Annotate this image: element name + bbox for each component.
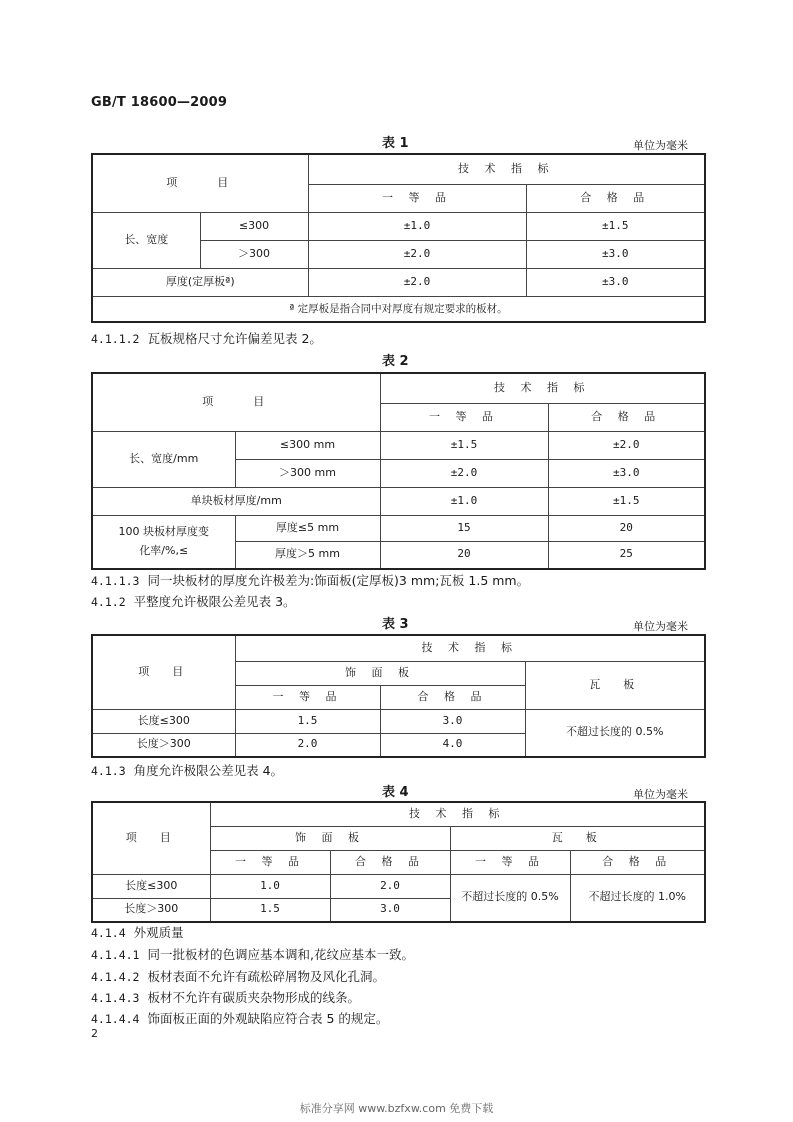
table2-row-label-single: 单块板材厚度/mm (92, 487, 380, 515)
table3-tile-value: 不超过长度的 0.5% (525, 709, 705, 757)
table2-row-label-lw: 长、宽度/mm (92, 431, 235, 487)
table4-tile-header: 瓦 板 (450, 826, 705, 850)
table3-facing-header: 饰 面 板 (235, 661, 525, 685)
table3-grade2-header: 合 格 品 (380, 685, 525, 709)
table2-grade1-header: 一 等 品 (380, 403, 548, 431)
table2-cell: ±2.0 (380, 459, 548, 487)
table-3 (91, 634, 706, 758)
table4-tile-grade2-value: 不超过长度的 1.0% (570, 874, 705, 922)
table4-item-header: 项 目 (92, 802, 210, 874)
table4-tile-grade1: 一 等 品 (450, 850, 570, 874)
table-1 (91, 153, 706, 323)
table-2 (91, 372, 706, 570)
table2-cell: 20 (548, 515, 705, 541)
table3-caption: 表 3 (382, 617, 409, 632)
table4-tile-grade2: 合 格 品 (570, 850, 705, 874)
table4-facing-header: 饰 面 板 (210, 826, 450, 850)
paragraph-414: 4.1.4 外观质量 (91, 925, 184, 940)
standard-number: GB/T 18600—2009 (91, 95, 228, 110)
table2-row-label-variation: 100 块板材厚度变 化率/%,≤ (92, 515, 235, 569)
footer-watermark: 标准分享网 www.bzfxw.com 免费下载 (299, 1102, 494, 1115)
paragraph-4113: 4.1.1.3 同一块板材的厚度允许极差为:饰面板(定厚板)3 mm;瓦板 1.5 mm。 (91, 573, 530, 588)
table2-item-header: 项 目 (92, 373, 380, 431)
table1-cell: ±2.0 (308, 240, 526, 268)
table2-caption: 表 2 (382, 354, 409, 369)
table1-unit: 单位为毫米 (633, 139, 688, 152)
table1-row-label-thickness: 厚度(定厚板ª) (92, 268, 308, 296)
table4-facing-grade1: 一 等 品 (210, 850, 330, 874)
table1-cell: ±1.5 (526, 212, 705, 240)
table4-caption: 表 4 (382, 785, 409, 800)
table2-cell: 15 (380, 515, 548, 541)
paragraph-413: 4.1.3 角度允许极限公差见表 4。 (91, 763, 284, 778)
table3-unit: 单位为毫米 (633, 620, 688, 633)
paragraph-4141: 4.1.4.1 同一批板材的色调应基本调和,花纹应基本一致。 (91, 947, 414, 962)
table3-gt300: 长度＞300 (92, 733, 235, 757)
table4-cell: 2.0 (330, 874, 450, 898)
table3-grade1-header: 一 等 品 (235, 685, 380, 709)
table1-tech-header: 技 术 指 标 (308, 154, 705, 184)
table3-cell: 1.5 (235, 709, 380, 733)
table2-cell: ±3.0 (548, 459, 705, 487)
table2-tech-header: 技 术 指 标 (380, 373, 705, 403)
table3-tile-header: 瓦 板 (525, 661, 705, 709)
table2-grade2-header: 合 格 品 (548, 403, 705, 431)
table1-cell: ±1.0 (308, 212, 526, 240)
table2-th-gt5: 厚度＞5 mm (235, 541, 380, 569)
table1-footnote: ª 定厚板是指合同中对厚度有规定要求的板材。 (92, 296, 705, 322)
table-4 (91, 801, 706, 923)
table3-tech-header: 技 术 指 标 (235, 635, 705, 661)
table4-cell: 1.5 (210, 898, 330, 922)
paragraph-4112: 4.1.1.2 瓦板规格尺寸允许偏差见表 2。 (91, 331, 322, 346)
table2-cell: 25 (548, 541, 705, 569)
table1-row-label-lw: 长、宽度 (92, 212, 200, 268)
table1-grade1-header: 一 等 品 (308, 184, 526, 212)
table1-gt300: ＞300 (200, 240, 308, 268)
paragraph-4143: 4.1.4.3 板材不允许有碳质夹杂物形成的线条。 (91, 990, 360, 1005)
table2-le300: ≤300 mm (235, 431, 380, 459)
paragraph-4142: 4.1.4.2 板材表面不允许有疏松碎屑物及风化孔洞。 (91, 969, 385, 984)
table4-cell: 1.0 (210, 874, 330, 898)
table1-cell: ±2.0 (308, 268, 526, 296)
paragraph-4144: 4.1.4.4 饰面板正面的外观缺陷应符合表 5 的规定。 (91, 1011, 389, 1026)
table1-cell: ±3.0 (526, 268, 705, 296)
table2-cell: ±1.5 (548, 487, 705, 515)
table2-cell: ±1.0 (380, 487, 548, 515)
page-number: 2 (91, 1027, 98, 1040)
table1-item-header: 项 目 (92, 154, 308, 212)
table2-cell: ±1.5 (380, 431, 548, 459)
table3-cell: 4.0 (380, 733, 525, 757)
table1-cell: ±3.0 (526, 240, 705, 268)
table4-gt300: 长度＞300 (92, 898, 210, 922)
paragraph-412: 4.1.2 平整度允许极限公差见表 3。 (91, 594, 296, 609)
table4-tech-header: 技 术 指 标 (210, 802, 705, 826)
table4-tile-grade1-value: 不超过长度的 0.5% (450, 874, 570, 922)
table3-le300: 长度≤300 (92, 709, 235, 733)
table1-le300: ≤300 (200, 212, 308, 240)
table4-unit: 单位为毫米 (633, 788, 688, 801)
table3-cell: 3.0 (380, 709, 525, 733)
table4-facing-grade2: 合 格 品 (330, 850, 450, 874)
table2-cell: ±2.0 (548, 431, 705, 459)
table4-le300: 长度≤300 (92, 874, 210, 898)
table4-cell: 3.0 (330, 898, 450, 922)
table2-gt300: ＞300 mm (235, 459, 380, 487)
table2-cell: 20 (380, 541, 548, 569)
table2-th-le5: 厚度≤5 mm (235, 515, 380, 541)
table1-caption: 表 1 (382, 136, 409, 151)
table3-cell: 2.0 (235, 733, 380, 757)
table3-item-header: 项 目 (92, 635, 235, 709)
table1-grade2-header: 合 格 品 (526, 184, 705, 212)
